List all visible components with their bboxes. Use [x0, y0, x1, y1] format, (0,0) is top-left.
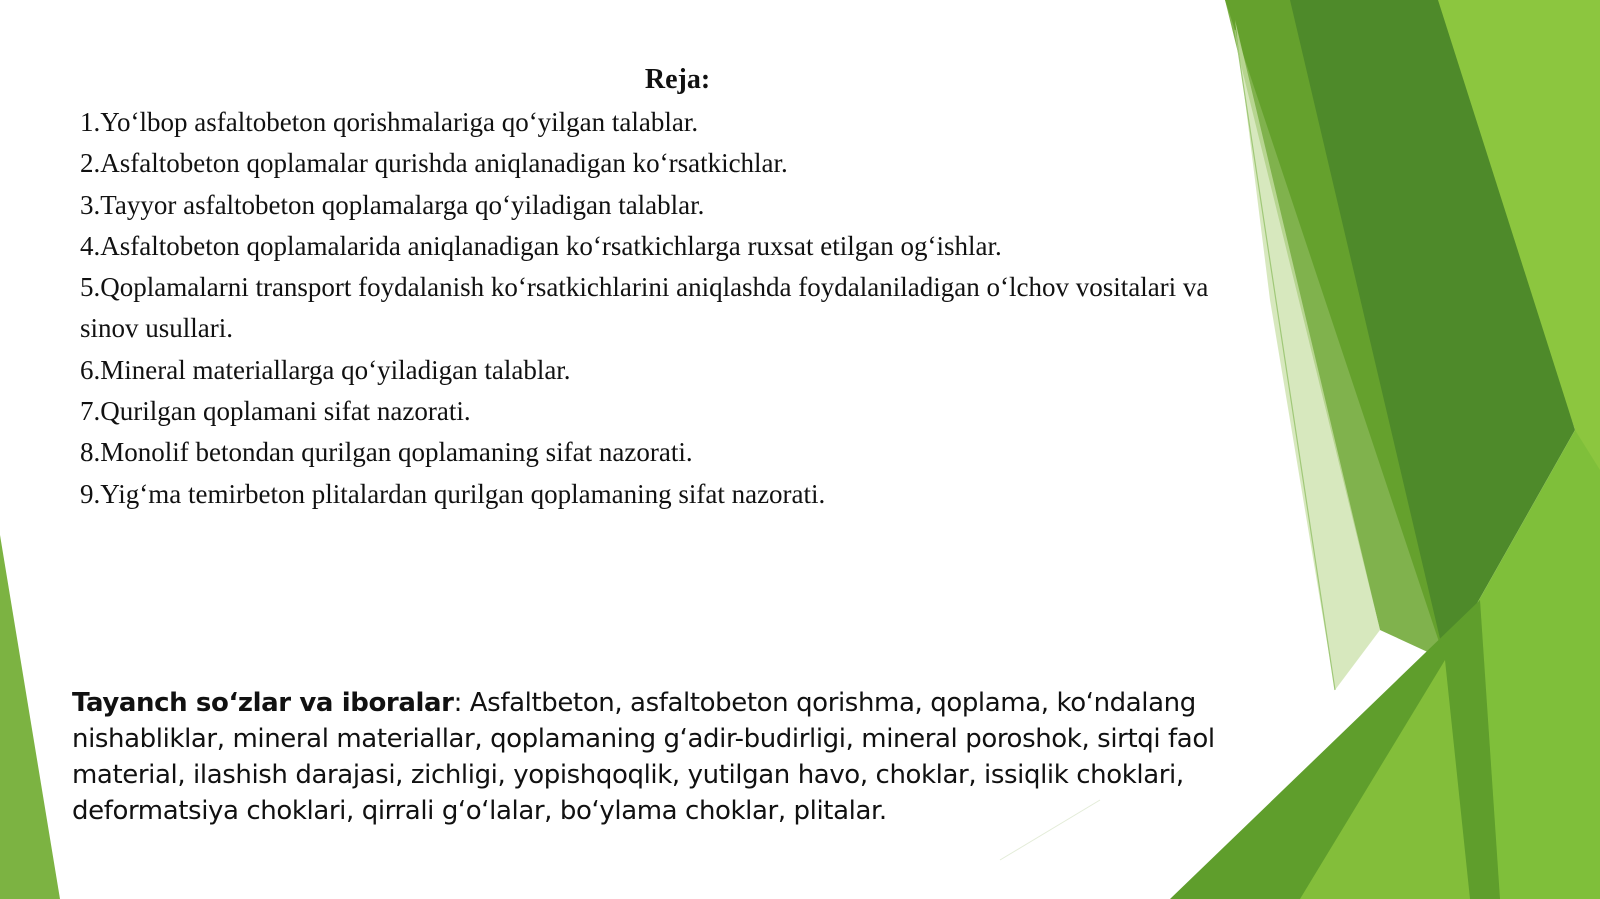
keywords-text: Asfaltbeton, asfaltobeton qorishma, qoplama, ko‘ndalang nishabliklar, mineral materiallar, qoplamaning g‘adir-budirligi, mineral poroshok, sirtqi faol material, ilashish darajasi, zichligi, yopishqoqlik, yutilgan havo, choklar, issiqlik choklari, deformatsiya choklari, qirrali g‘o‘lalar, bo‘ylama choklar, plitalar.: [72, 688, 1215, 826]
left-green-sliver: [0, 535, 60, 899]
plan-item-2: 2.Asfaltobeton qoplamalar qurishda aniqlanadigan ko‘rsatkichlar.: [80, 148, 788, 179]
plan-list: [80, 102, 1260, 515]
keywords-label: Tayanch so‘zlar va iboralar: [72, 688, 454, 718]
plan-item-4: 4.Asfaltobeton qoplamalarida aniqlanadigan ko‘rsatkichlarga ruxsat etilgan og‘ishlar.: [80, 230, 1002, 261]
plan-item-8: 8.Monolif betondan qurilgan qoplamaning sifat nazorati.: [80, 437, 693, 468]
plan-item-5: 5.Qoplamalarni transport foydalanish ko‘rsatkichlarini aniqlashda foydalaniladigan o‘lchov vositalari va sinov usullari.: [80, 272, 1209, 344]
plan-item-9: 9.Yig‘ma temirbeton plitalardan qurilgan qoplamaning sifat nazorati.: [80, 478, 826, 509]
plan-section: [80, 58, 1260, 515]
plan-item-7: 7.Qurilgan qoplamani sifat nazorati.: [80, 396, 471, 427]
keywords-separator: :: [453, 688, 470, 718]
plan-item-6: 6.Mineral materiallarga qo‘yiladigan talablar.: [80, 354, 571, 385]
plan-item-3: 3.Tayyor asfaltobeton qoplamalarga qo‘yiladigan talablar.: [80, 189, 705, 220]
plan-item-1: 1.Yo‘lbop asfaltobeton qorishmalariga qo‘yilgan talablar.: [80, 107, 699, 137]
plan-title: Reja:: [644, 64, 711, 95]
keywords-paragraph: [72, 685, 1302, 829]
